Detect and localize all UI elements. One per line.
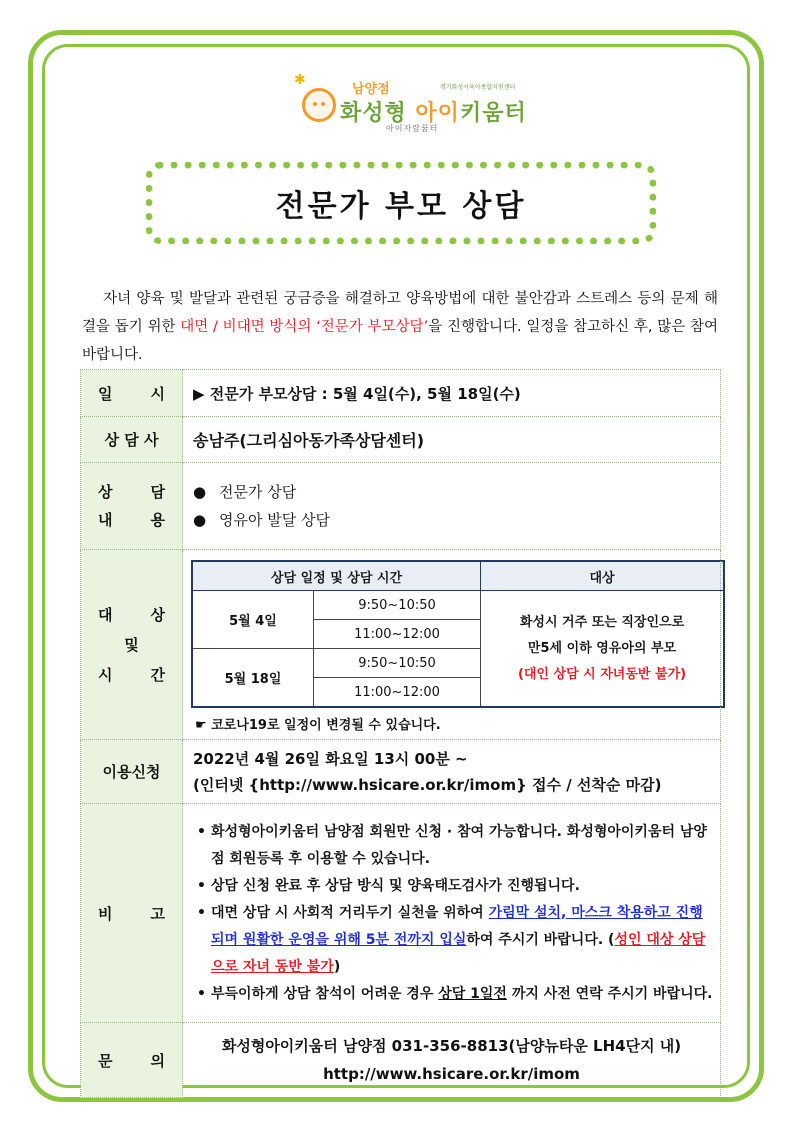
counselor-value: 송남주(그리심아동가족상담센터) <box>183 417 721 463</box>
label-contact: 문 의 <box>81 1023 183 1098</box>
target-header: 대상 <box>481 561 725 591</box>
schedule-table <box>191 560 725 708</box>
schedule-time: 11:00~12:00 <box>314 620 481 649</box>
row-target <box>81 550 721 740</box>
row-apply <box>81 740 721 804</box>
label-date: 일 시 <box>81 370 183 417</box>
row-contact <box>81 1023 721 1098</box>
schedule-time: 11:00~12:00 <box>314 678 481 708</box>
logo-subtitle: 아이자람꿈터 <box>386 124 439 133</box>
remarks-list <box>183 813 714 1014</box>
schedule-date: 5월 18일 <box>192 649 314 708</box>
list-item: • 화성형아이키움터 남양점 회원만 신청 · 참여 가능합니다. 화성형아이키움터 남양점 회원등록 후 이용할 수 있습니다. <box>197 819 714 873</box>
schedule-time: 9:50~10:50 <box>314 591 481 620</box>
label-remarks: 비 고 <box>81 804 183 1023</box>
title-box <box>146 162 656 244</box>
row-counselor <box>81 417 721 463</box>
row-remarks <box>81 804 721 1023</box>
row-content <box>81 463 721 550</box>
label-counselor: 상 담 사 <box>81 417 183 463</box>
schedule-note: ☛ 코로나19로 일정이 변경될 수 있습니다. <box>195 718 441 733</box>
content-item: ● 영유아 발달 상담 <box>193 511 330 529</box>
info-table <box>80 369 721 1098</box>
schedule-header-row <box>192 561 724 591</box>
target-value <box>183 550 721 740</box>
label-content: 상 담 내 용 <box>81 463 183 550</box>
label-target: 대 상 및 시 간 <box>81 550 183 740</box>
logo <box>294 72 527 134</box>
schedule-date: 5월 4일 <box>192 591 314 649</box>
row-date <box>81 370 721 417</box>
content-item: ● 전문가 상담 <box>193 483 297 501</box>
remarks-value <box>183 804 721 1023</box>
list-item: • 대면 상담 시 사회적 거리두기 실천을 위하여 가림막 설치, 마스크 착용하고 진행되며 원활한 운영을 위해 5분 전까지 입실하여 주시기 바랍니다. (성인 대상 상담으로 자녀 동반 불가) <box>197 900 714 981</box>
contact-value <box>183 1023 721 1098</box>
child-face-icon <box>302 88 336 122</box>
list-item: • 부득이하게 상담 참석이 어려운 경우 상담 1일전 까지 사전 연락 주시기 바랍니다. <box>197 981 714 1008</box>
contact-phone: 화성형아이키움터 남양점 031-356-8813(남양뉴타운 LH4단지 내) <box>221 1037 682 1055</box>
schedule-time: 9:50~10:50 <box>314 649 481 678</box>
apply-value: 2022년 4월 26일 화요일 13시 00분 ~ (인터넷 {http://www.hsicare.or.kr/imom} 접수 / 선착순 마감) <box>183 740 721 804</box>
target-description: 화성시 거주 또는 직장인으로 만5세 이하 영유아의 부모 (대인 상담 시 자녀동반 불가) <box>481 591 725 708</box>
logo-branch: 남양점 <box>352 82 390 97</box>
contact-url[interactable]: http://www.hsicare.or.kr/imom <box>323 1065 580 1083</box>
schedule-header: 상담 일정 및 상담 시간 <box>192 561 481 591</box>
star-icon: ✱ <box>294 72 306 88</box>
table-row <box>192 591 724 620</box>
logo-org: 경기화성시육아종합지원센터 <box>440 84 516 91</box>
intro-paragraph: 자녀 양육 및 발달과 관련된 궁금증을 해결하고 양육방법에 대한 불안감과 스트레스 등의 문제 해결을 돕기 위한 대면 / 비대면 방식의 ‘전문가 부모상담’을 진행합니다. 일정을 참고하신 후, 많은 참여바랍니다. <box>82 291 718 363</box>
page-title: 전문가 부모 상담 <box>275 189 527 224</box>
content-value <box>183 463 721 550</box>
label-apply: 이용신청 <box>81 740 183 804</box>
date-value: ▶ 전문가 부모상담 : 5월 4일(수), 5월 18일(수) <box>183 370 721 417</box>
logo-name: 화성형 아이키움터 <box>340 101 527 126</box>
list-item: • 상담 신청 완료 후 상담 방식 및 양육태도검사가 진행됩니다. <box>197 873 714 900</box>
